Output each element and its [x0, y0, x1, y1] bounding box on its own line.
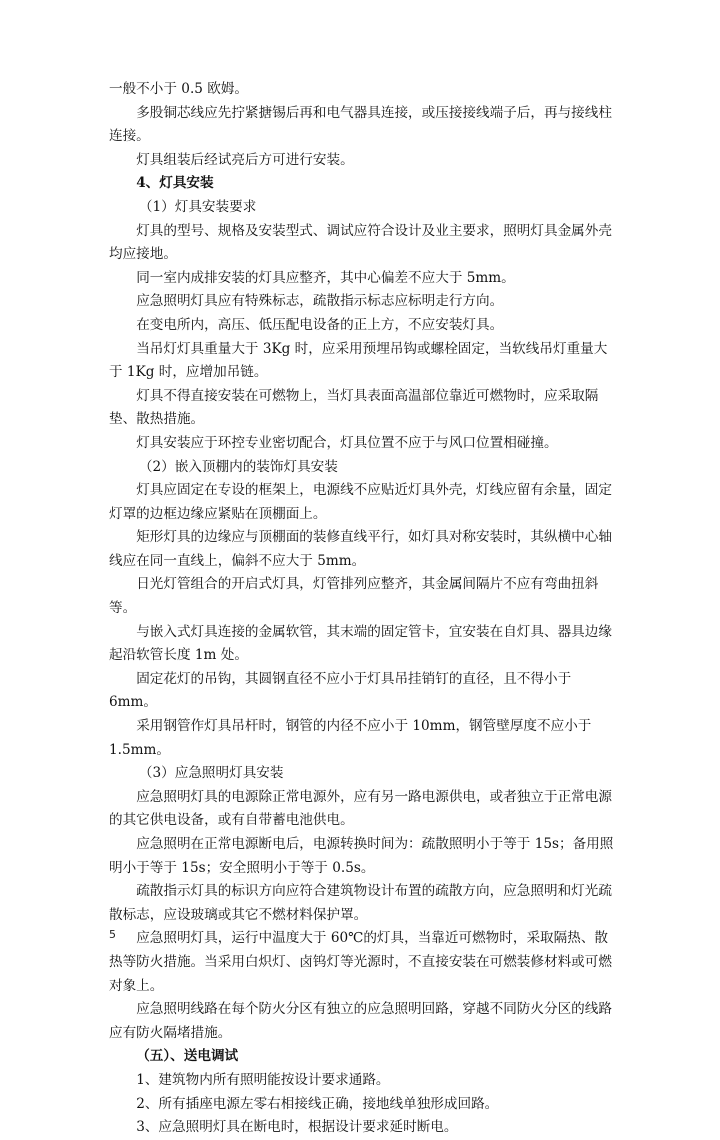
subsection-heading: （2）嵌入顶棚内的装饰灯具安装 — [138, 458, 338, 475]
paragraph: 2、所有插座电源左零右相接线正确，接地线单独形成回路。 — [136, 1095, 499, 1112]
paragraph: 采用钢管作灯具吊杆时，钢管的内径不应小于 10mm，钢管壁厚度不应小于 1.5mm。 — [109, 718, 592, 758]
subsection-heading: （1）灯具安装要求 — [138, 198, 257, 215]
section-heading: （五）、送电调试 — [136, 1048, 239, 1065]
paragraph: 在变电所内，高压、低压配电设备的正上方，不应安装灯具。 — [136, 316, 504, 333]
paragraph: 固定花灯的吊钩，其圆钢直径不应小于灯具吊挂销钉的直径，且不得小于 6mm。 — [109, 670, 572, 711]
paragraph: 疏散指示灯具的标识方向应符合建筑物设计布置的疏散方向，应急照明和灯光疏散标志，应设玻璃或其它不燃材料保护罩。 — [109, 883, 612, 923]
paragraph: 应急照明灯具，运行中温度大于 60℃的灯具，当靠近可燃物时，采取隔热、散热等防火措施。当采用白炽灯、卤钨灯等光源时，不直接安装在可燃装修材料或可燃对象上。 — [109, 930, 612, 994]
paragraph: 日光灯管组合的开启式灯具，灯管排列应整齐，其金属间隔片不应有弯曲扭斜等。 — [109, 576, 599, 617]
paragraph: 矩形灯具的边缘应与顶棚面的装修直线平行，如灯具对称安装时，其纵横中心轴线应在同一直线上，偏斜不应大于 5mm。 — [109, 529, 612, 569]
paragraph: 同一室内成排安装的灯具应整齐，其中心偏差不应大于 5mm。 — [136, 269, 515, 286]
paragraph: 应急照明在正常电源断电后，电源转换时间为：疏散照明小于等于 15s；备用照明小于等于 15s；安全照明小于等于 0.5s。 — [109, 836, 614, 876]
document-body — [109, 78, 614, 1140]
subsection-heading: （3）应急照明灯具安装 — [138, 765, 284, 782]
paragraph: 3、应急照明灯具在断电时，根据设计要求延时断电。 — [136, 1119, 458, 1136]
paragraph: 1、建筑物内所有照明能按设计要求通路。 — [136, 1071, 390, 1088]
page-number: 5 — [109, 928, 116, 941]
paragraph: 应急照明灯具的电源除正常电源外，应有另一路电源供电，或者独立于正常电源的其它供电设备，或有自带蓄电池供电。 — [109, 788, 612, 829]
paragraph: 灯具不得直接安装在可燃物上，当灯具表面高温部位靠近可燃物时，应采取隔垫、散热措施。 — [109, 387, 599, 428]
paragraph: 灯具的型号、规格及安装型式、调试应符合设计及业主要求，照明灯具金属外壳均应接地。 — [109, 222, 612, 263]
paragraph: 灯具安装应于环控专业密切配合，灯具位置不应于与风口位置相碰撞。 — [136, 434, 558, 451]
paragraph: 应急照明灯具应有特殊标志，疏散指示标志应标明走行方向。 — [136, 293, 504, 310]
paragraph: 当吊灯灯具重量大于 3Kg 时，应采用预埋吊钩或螺栓固定，当软线吊灯重量大于 1Kg 时，应增加吊链。 — [109, 340, 608, 381]
paragraph: 一般不小于 0.5 欧姆。 — [109, 81, 249, 97]
paragraph: 应急照明线路在每个防火分区有独立的应急照明回路，穿越不同防火分区的线路应有防火隔堵措施。 — [109, 1001, 612, 1041]
paragraph: 多股铜芯线应先拧紧搪锡后再和电气器具连接，或压接接线端子后，再与接线柱连接。 — [109, 104, 612, 145]
paragraph: 与嵌入式灯具连接的金属软管，其末端的固定管卡，宜安装在自灯具、器具边缘起沿软管长度 1m 处。 — [109, 623, 612, 664]
section-heading: 4、灯具安装 — [136, 175, 214, 192]
paragraph: 灯具组装后经试亮后方可进行安装。 — [136, 151, 354, 168]
paragraph: 灯具应固定在专设的框架上，电源线不应贴近灯具外壳，灯线应留有余量，固定灯罩的边框边缘应紧贴在顶棚面上。 — [109, 482, 612, 522]
